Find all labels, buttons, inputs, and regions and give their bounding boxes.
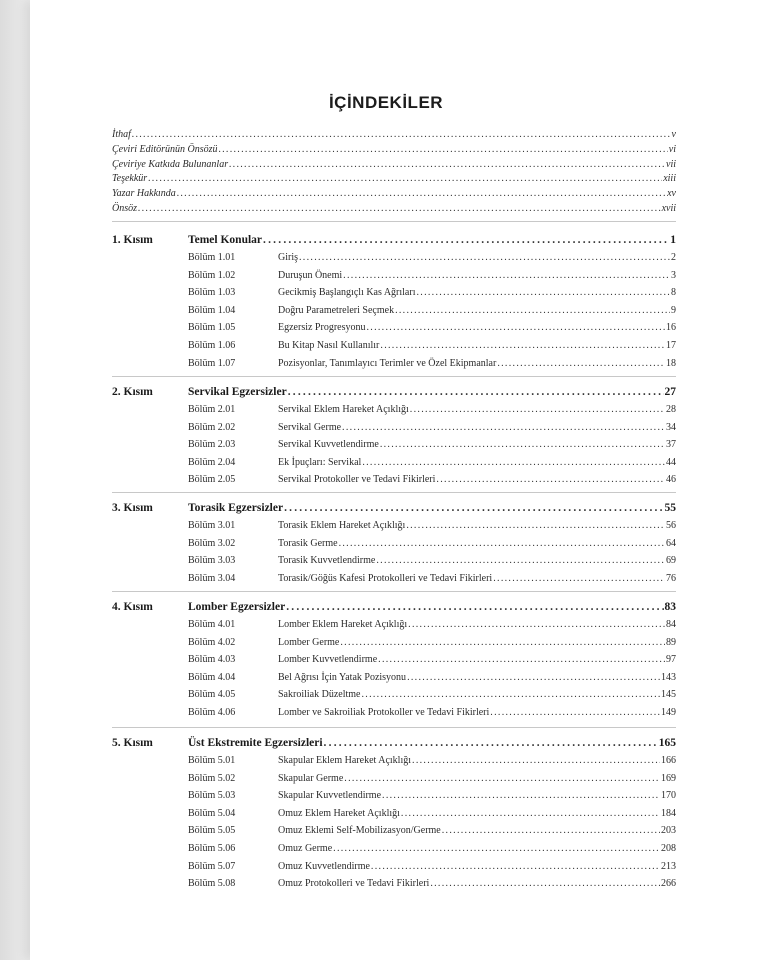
leader-dots xyxy=(343,267,670,285)
chapter-title: Bel Ağrısı İçin Yatak Pozisyonu xyxy=(278,671,407,683)
chapter-page: 2 xyxy=(671,252,676,263)
chapter-number: Bölüm 2.01 xyxy=(188,404,236,415)
chapter-number: Bölüm 5.08 xyxy=(188,878,236,890)
toc-chapter-entry[interactable] xyxy=(112,355,676,373)
toc-chapter-entry[interactable] xyxy=(112,249,676,267)
toc-part-1 xyxy=(112,231,676,372)
chapter-page: 34 xyxy=(666,421,676,433)
chapter-title: Torasik Germe xyxy=(278,537,338,549)
leader-dots xyxy=(284,499,663,517)
chapter-title: Lomber Germe xyxy=(278,636,340,648)
toc-chapter-entry[interactable] xyxy=(112,570,676,588)
chapter-title: Bu Kitap Nasıl Kullanılır xyxy=(278,339,380,351)
chapter-number: Bölüm 3.03 xyxy=(188,555,236,567)
chapter-title: Servikal Protokoller ve Tedavi Fikirleri xyxy=(278,474,436,486)
entry-label: Çeviri Editörünün Önsözü xyxy=(112,143,218,155)
leader-dots xyxy=(407,669,660,687)
chapter-title: Skapular Eklem Hareket Açıklığı xyxy=(278,755,412,766)
toc-chapter-entry[interactable] xyxy=(112,805,676,823)
chapter-page: 266 xyxy=(661,878,676,890)
chapter-number: Bölüm 4.01 xyxy=(188,619,236,630)
toc-part-4 xyxy=(112,598,676,722)
leader-dots xyxy=(380,436,665,454)
chapter-number: Bölüm 5.07 xyxy=(188,860,236,872)
leader-dots xyxy=(376,552,665,570)
chapter-title: Servikal Germe xyxy=(278,421,342,433)
entry-page: xiii xyxy=(663,173,676,185)
chapter-title: Egzersiz Progresyonu xyxy=(278,322,366,334)
chapter-number: Bölüm 2.02 xyxy=(188,421,236,433)
toc-chapter-entry[interactable] xyxy=(112,686,676,704)
chapter-title: Skapular Germe xyxy=(278,772,344,784)
page-gutter-shadow xyxy=(0,0,30,960)
toc-chapter-entry[interactable] xyxy=(112,651,676,669)
chapter-title: Lomber Kuvvetlendirme xyxy=(278,654,378,666)
toc-entry-front[interactable] xyxy=(112,158,676,173)
chapter-page: 37 xyxy=(666,439,676,451)
chapter-page: 149 xyxy=(661,706,676,718)
toc-chapter-entry[interactable] xyxy=(112,552,676,570)
leader-dots xyxy=(263,231,669,249)
chapter-number: Bölüm 5.02 xyxy=(188,772,236,784)
entry-label: Çeviriye Katkıda Bulunanlar xyxy=(112,158,229,170)
toc-chapter-entry[interactable] xyxy=(112,787,676,805)
chapter-page: 184 xyxy=(661,807,676,819)
leader-dots xyxy=(416,284,670,302)
toc-entry-front[interactable] xyxy=(112,187,676,202)
toc-chapter-entry[interactable] xyxy=(112,669,676,687)
page-title: İÇİNDEKİLER xyxy=(328,93,444,112)
chapter-page: 143 xyxy=(661,671,676,683)
toc-chapter-entry[interactable] xyxy=(112,822,676,840)
chapter-page: 17 xyxy=(666,339,676,351)
chapter-page: 8 xyxy=(671,287,676,299)
chapter-title: Giriş xyxy=(278,252,298,263)
entry-page: v xyxy=(671,129,676,140)
toc-chapter-entry[interactable] xyxy=(112,634,676,652)
leader-dots xyxy=(132,128,671,143)
chapter-title: Torasik Kuvvetlendirme xyxy=(278,555,376,567)
part-page: 165 xyxy=(658,737,676,749)
chapter-page: 76 xyxy=(666,572,676,584)
toc-entry-front[interactable] xyxy=(112,128,676,143)
leader-dots xyxy=(288,383,664,401)
part-number: 3. Kısım xyxy=(112,502,153,514)
chapter-title: Omuz Eklem Hareket Açıklığı xyxy=(278,807,400,819)
chapter-page: 97 xyxy=(666,654,676,666)
chapter-number: Bölüm 4.06 xyxy=(188,706,236,718)
chapter-title: Omuz Protokolleri ve Tedavi Fikirleri xyxy=(278,878,430,890)
leader-dots xyxy=(333,840,660,858)
leader-dots xyxy=(430,875,660,893)
chapter-title: Pozisyonlar, Tanımlayıcı Terimler ve Özel Ekipmanlar xyxy=(278,357,497,369)
chapter-number: Bölüm 4.03 xyxy=(188,654,236,666)
toc-chapter-entry[interactable] xyxy=(112,319,676,337)
leader-dots xyxy=(361,686,660,704)
toc-part-2 xyxy=(112,383,676,489)
leader-dots xyxy=(497,355,665,373)
toc-chapter-entry[interactable] xyxy=(112,535,676,553)
toc-chapter-entry[interactable] xyxy=(112,471,676,489)
leader-dots xyxy=(177,187,666,202)
entry-label: Teşekkür xyxy=(112,173,148,185)
toc-chapter-entry[interactable] xyxy=(112,284,676,302)
front-matter-list xyxy=(112,128,676,217)
leader-dots xyxy=(286,598,663,616)
chapter-number: Bölüm 4.04 xyxy=(188,671,236,683)
chapter-title: Omuz Germe xyxy=(278,842,333,854)
part-page: 55 xyxy=(664,502,676,514)
leader-dots xyxy=(324,734,658,752)
chapter-page: 213 xyxy=(661,860,676,872)
chapter-title: Lomber Eklem Hareket Açıklığı xyxy=(278,619,408,630)
chapter-number: Bölüm 2.05 xyxy=(188,474,236,486)
chapter-title: Duruşun Önemi xyxy=(278,269,343,281)
chapter-page: 166 xyxy=(661,755,676,766)
chapter-title: Omuz Kuvvetlendirme xyxy=(278,860,370,872)
chapter-title: Doğru Parametreleri Seçmek xyxy=(278,304,395,316)
toc-chapter-entry[interactable] xyxy=(112,419,676,437)
chapter-number: Bölüm 5.05 xyxy=(188,825,236,837)
toc-chapter-entry[interactable] xyxy=(112,302,676,320)
part-page: 1 xyxy=(670,234,676,246)
chapter-number: Bölüm 5.03 xyxy=(188,790,236,802)
part-number: 2. Kısım xyxy=(112,386,153,398)
toc-part-3 xyxy=(112,499,676,587)
leader-dots xyxy=(412,752,660,770)
leader-dots xyxy=(340,634,665,652)
toc-chapter-entry[interactable] xyxy=(112,875,676,893)
toc-chapter-entry[interactable] xyxy=(112,704,676,722)
chapter-number: Bölüm 5.04 xyxy=(188,807,236,819)
leader-dots xyxy=(395,302,670,320)
chapter-page: 69 xyxy=(666,555,676,567)
toc-part-heading[interactable] xyxy=(112,734,676,752)
chapter-page: 46 xyxy=(666,474,676,486)
chapter-number: Bölüm 1.07 xyxy=(188,357,236,369)
chapter-title: Lomber ve Sakroiliak Protokoller ve Tedavi Fikirleri xyxy=(278,706,490,718)
chapter-page: 18 xyxy=(666,357,676,369)
chapter-title: Omuz Eklemi Self-Mobilizasyon/Germe xyxy=(278,825,441,837)
leader-dots xyxy=(378,651,665,669)
chapter-title: Servikal Kuvvetlendirme xyxy=(278,439,379,451)
chapter-page: 145 xyxy=(661,689,676,701)
toc-chapter-entry[interactable] xyxy=(112,267,676,285)
chapter-title: Skapular Kuvvetlendirme xyxy=(278,790,382,802)
part-title: Lomber Egzersizler xyxy=(188,601,286,613)
chapter-page: 56 xyxy=(666,520,676,531)
toc-entry-front[interactable] xyxy=(112,172,676,187)
section-divider xyxy=(112,376,676,377)
chapter-number: Bölüm 3.01 xyxy=(188,520,236,531)
chapter-page: 9 xyxy=(671,304,676,316)
section-divider xyxy=(112,727,676,728)
leader-dots xyxy=(366,319,665,337)
leader-dots xyxy=(371,858,660,876)
leader-dots xyxy=(344,770,660,788)
leader-dots xyxy=(339,535,665,553)
chapter-title: Gecikmiş Başlangıçlı Kas Ağrıları xyxy=(278,287,416,299)
leader-dots xyxy=(380,337,665,355)
chapter-page: 208 xyxy=(661,842,676,854)
leader-dots xyxy=(408,616,665,634)
leader-dots xyxy=(382,787,660,805)
entry-page: xv xyxy=(667,188,676,200)
toc-entry-front[interactable] xyxy=(112,202,676,217)
toc-chapter-entry[interactable] xyxy=(112,840,676,858)
chapter-number: Bölüm 1.06 xyxy=(188,339,236,351)
leader-dots xyxy=(436,471,665,489)
toc-chapter-entry[interactable] xyxy=(112,616,676,634)
toc-chapter-entry[interactable] xyxy=(112,517,676,535)
part-number: 5. Kısım xyxy=(112,737,153,749)
chapter-number: Bölüm 3.02 xyxy=(188,537,236,549)
toc-chapter-entry[interactable] xyxy=(112,858,676,876)
section-divider xyxy=(112,221,676,222)
entry-label: İthaf xyxy=(112,129,131,140)
toc-chapter-entry[interactable] xyxy=(112,752,676,770)
chapter-page: 3 xyxy=(671,269,676,281)
chapter-number: Bölüm 5.06 xyxy=(188,842,236,854)
leader-dots xyxy=(229,158,665,173)
part-page: 83 xyxy=(664,601,676,613)
toc-part-heading[interactable] xyxy=(112,231,676,249)
part-title: Torasik Egzersizler xyxy=(188,502,284,514)
entry-label: Yazar Hakkında xyxy=(112,188,176,200)
leader-dots xyxy=(410,401,665,419)
chapter-number: Bölüm 2.04 xyxy=(188,456,236,468)
toc-part-5 xyxy=(112,734,676,893)
leader-dots xyxy=(138,202,661,217)
chapter-title: Ek İpuçları: Servikal xyxy=(278,456,362,468)
chapter-number: Bölüm 2.03 xyxy=(188,439,236,451)
chapter-number: Bölüm 3.04 xyxy=(188,572,236,584)
chapter-number: Bölüm 1.01 xyxy=(188,252,236,263)
leader-dots xyxy=(442,822,660,840)
chapter-page: 203 xyxy=(661,825,676,837)
part-page: 27 xyxy=(664,386,676,398)
chapter-title: Sakroiliak Düzeltme xyxy=(278,689,361,701)
toc-part-heading[interactable] xyxy=(112,598,676,616)
chapter-number: Bölüm 1.03 xyxy=(188,287,236,299)
part-number: 1. Kısım xyxy=(112,234,153,246)
part-title: Servikal Egzersizler xyxy=(188,386,287,398)
toc-chapter-entry[interactable] xyxy=(112,454,676,472)
leader-dots xyxy=(219,143,668,158)
entry-page: xvii xyxy=(661,202,676,214)
chapter-page: 44 xyxy=(666,456,676,468)
toc-part-heading[interactable] xyxy=(112,499,676,517)
leader-dots xyxy=(299,249,670,267)
toc-chapter-entry[interactable] xyxy=(112,337,676,355)
chapter-title: Torasik/Göğüs Kafesi Protokolleri ve Tedavi Fikirleri xyxy=(278,572,493,584)
chapter-page: 28 xyxy=(666,404,676,415)
chapter-page: 169 xyxy=(661,772,676,784)
entry-label: Önsöz xyxy=(112,202,138,214)
chapter-page: 16 xyxy=(666,322,676,334)
part-number: 4. Kısım xyxy=(112,601,153,613)
chapter-number: Bölüm 1.04 xyxy=(188,304,236,316)
chapter-number: Bölüm 1.05 xyxy=(188,322,236,334)
leader-dots xyxy=(148,172,662,187)
chapter-number: Bölüm 4.02 xyxy=(188,636,236,648)
toc-part-heading[interactable] xyxy=(112,383,676,401)
chapter-page: 170 xyxy=(661,790,676,802)
toc-chapter-entry[interactable] xyxy=(112,401,676,419)
chapter-page: 89 xyxy=(666,636,676,648)
entry-page: vii xyxy=(666,158,676,170)
section-divider xyxy=(112,492,676,493)
part-title: Üst Ekstremite Egzersizleri xyxy=(188,737,323,749)
toc-chapter-entry[interactable] xyxy=(112,770,676,788)
leader-dots xyxy=(490,704,660,722)
chapter-page: 64 xyxy=(666,537,676,549)
chapter-title: Servikal Eklem Hareket Açıklığı xyxy=(278,404,409,415)
chapter-title: Torasik Eklem Hareket Açıklığı xyxy=(278,520,406,531)
leader-dots xyxy=(493,570,665,588)
chapter-number: Bölüm 4.05 xyxy=(188,689,236,701)
leader-dots xyxy=(406,517,665,535)
toc-chapter-entry[interactable] xyxy=(112,436,676,454)
chapter-number: Bölüm 1.02 xyxy=(188,269,236,281)
leader-dots xyxy=(362,454,665,472)
toc-entry-front[interactable] xyxy=(112,143,676,158)
section-divider xyxy=(112,591,676,592)
leader-dots xyxy=(401,805,660,823)
chapter-number: Bölüm 5.01 xyxy=(188,755,236,766)
chapter-page: 84 xyxy=(666,619,676,630)
part-title: Temel Konular xyxy=(188,234,263,246)
leader-dots xyxy=(342,419,665,437)
entry-page: vi xyxy=(668,143,676,155)
